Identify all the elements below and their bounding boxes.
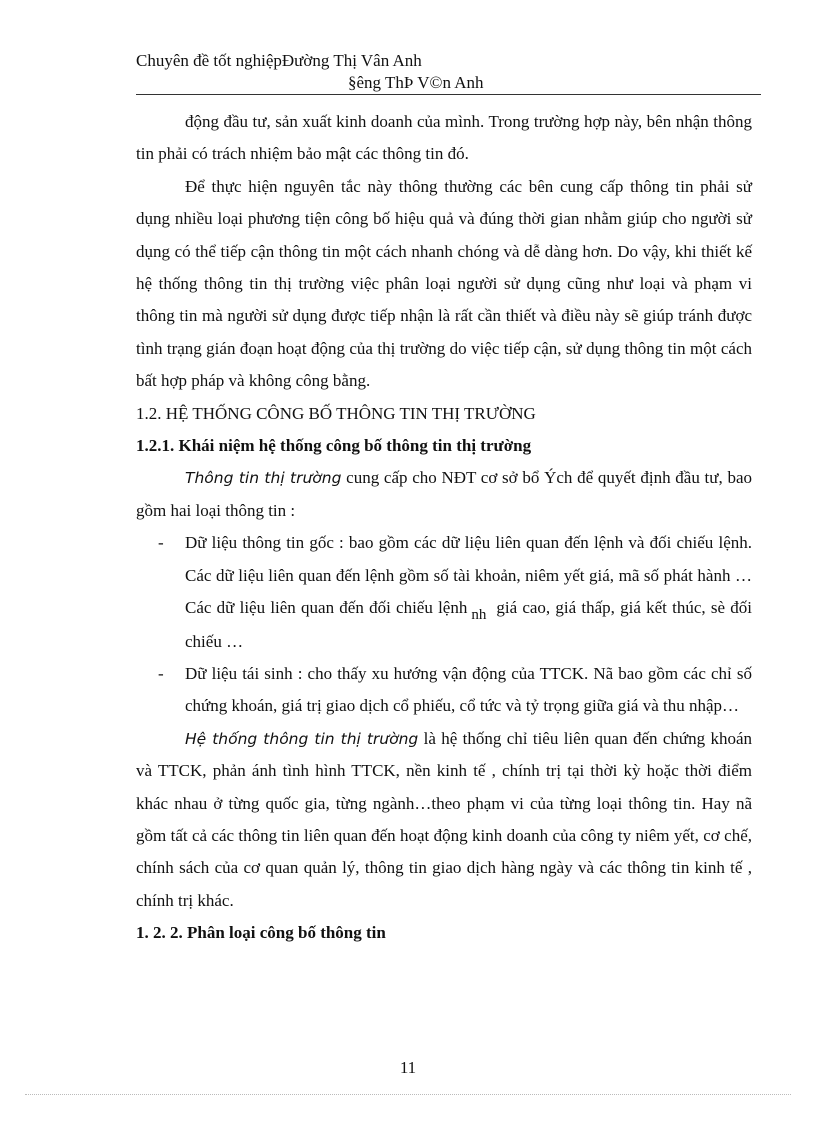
page-number: 11 [399, 1058, 417, 1077]
header-line-2: §êng ThÞ V©n Anh [348, 73, 484, 92]
list-item-text-before: Dữ liệu thông tin gốc : bao gồm các dữ liệu liên quan đến lệnh và đối chiếu lệnh. Các dữ liệu liên quan đến lệnh gồm số tài khoản, niêm yết giá, mã số phát hành …Các dữ liệu liên quan đến đối chiếu lệnh [185, 533, 752, 618]
bullet-dash-icon: - [158, 663, 164, 683]
list-item-text: Dữ liệu tái sinh : cho thấy xu hướng vận động của TTCK. Nã bao gồm các chỉ số chứng khoán, giá trị giao dịch cổ phiếu, cổ tức và tỷ trọng giữa giá và thu nhập… [185, 663, 752, 716]
paragraph-info-system [136, 723, 752, 917]
header-line-1: Chuyên đề tốt nghiệpĐường Thị Vân Anh [136, 51, 422, 70]
subsection-heading-1-2-1: 1.2.1. Khái niệm hệ thống công bố thông tin thị trường [136, 436, 532, 456]
list-item-derived-data [136, 658, 752, 723]
page-bottom-divider [25, 1094, 791, 1095]
paragraph-principle: Để thực hiện nguyên tắc này thông thường các bên cung cấp thông tin phải sử dụng nhiều loại phương tiện công bố hiệu quả và đúng thời gian nhằm giúp cho người sử dụng có thể tiếp cận thông tin một cách nhanh chóng và dễ dàng hơn. Do vậy, khi thiết kế hệ thống thông tin thị trường việc phân loại người sử dụng cũng như loại và phạm vi thông tin mà người sử dụng được tiếp nhận là rất cần thiết và điều này sẽ giúp tránh được tình trạng gián đoạn hoạt động của thị trường do việc tiếp cận, sử dụng thông tin một cách bất hợp pháp và không công bằng. [136, 176, 752, 391]
bullet-dash-icon: - [158, 533, 164, 553]
paragraph-market-info-text: cung cấp cho NĐT cơ sở bổ Ých để quyết định đầu tư, bao gồm hai loại thông tin : [136, 468, 752, 520]
document-body [136, 106, 752, 950]
list-item-text-after: giá cao, giá thấp, giá kết thúc, sè đối chiếu … [185, 598, 752, 651]
term-info-system: Hệ thống thông tin thị trường [185, 729, 419, 748]
list-item-original-data [136, 527, 752, 658]
header-divider [136, 94, 761, 95]
subsection-heading-1-2-2: 1. 2. 2. Phân loại công bố thông tin [136, 923, 386, 943]
section-heading: 1.2. HỆ THỐNG CÔNG BỐ THÔNG TIN THỊ TRƯỜNG [136, 403, 536, 423]
list-item-subscript: nh [471, 607, 487, 624]
paragraph-continued: động đầu tư, sản xuất kinh doanh của mình. Trong trường hợp này, bên nhận thông tin phải có trách nhiệm bảo mật các thông tin đó. [136, 112, 752, 164]
paragraph-info-system-text: là hệ thống chỉ tiêu liên quan đến chứng khoán và TTCK, phản ánh tình hình TTCK, nền kinh tế , chính trị tại thời kỳ hoặc thời điểm khác nhau ở từng quốc gia, từng ngành…theo phạm vi của từng loại thông tin. Hay nã gồm tất cả các thông tin liên quan đến hoạt động kinh doanh của công ty niêm yết, cơ chế, chính sách của cơ quan quản lý, thông tin giao dịch hàng ngày và các thông tin kinh tế , chính trị khác. [136, 728, 752, 910]
paragraph-market-info [136, 462, 752, 527]
term-market-info: Thông tin thị trường [185, 469, 342, 488]
